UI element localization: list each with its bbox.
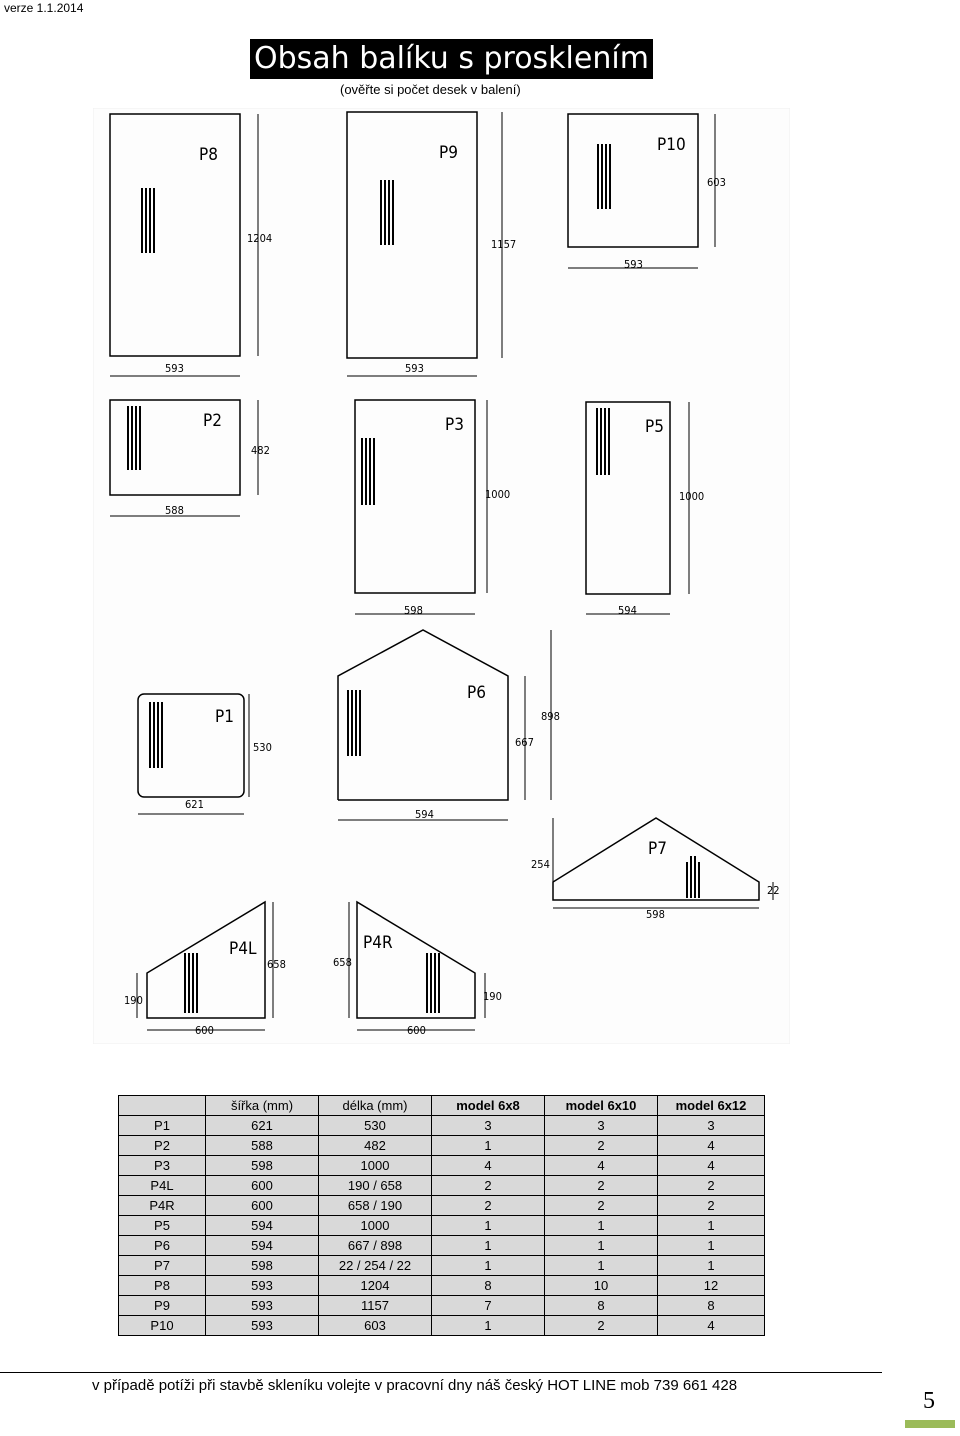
table-cell: 2 xyxy=(432,1176,545,1196)
table-cell: 2 xyxy=(658,1196,765,1216)
table-row xyxy=(119,1296,765,1316)
table-cell: 1 xyxy=(658,1236,765,1256)
table-cell: 1 xyxy=(545,1236,658,1256)
table-cell: 1157 xyxy=(319,1296,432,1316)
panel-p3-height: 1000 xyxy=(485,488,511,501)
table-cell: 1 xyxy=(658,1256,765,1276)
table-cell: P2 xyxy=(119,1136,206,1156)
parts-table-body xyxy=(119,1116,765,1336)
table-cell: 3 xyxy=(545,1116,658,1136)
table-row xyxy=(119,1236,765,1256)
table-cell: 600 xyxy=(206,1196,319,1216)
table-row xyxy=(119,1316,765,1336)
panel-p6-height: 898 xyxy=(541,710,560,723)
panel-p1-width: 621 xyxy=(185,798,204,811)
panel-p4l-label: P4L xyxy=(229,939,257,959)
table-cell: 1 xyxy=(432,1316,545,1336)
panel-p6-label: P6 xyxy=(467,683,486,703)
table-cell: 667 / 898 xyxy=(319,1236,432,1256)
panel-p10-label: P10 xyxy=(657,135,686,155)
panel-p4r-low: 190 xyxy=(483,990,502,1003)
table-cell: P4L xyxy=(119,1176,206,1196)
table-cell: P5 xyxy=(119,1216,206,1236)
table-cell: 593 xyxy=(206,1316,319,1336)
table-cell: 190 / 658 xyxy=(319,1176,432,1196)
panel-p3-label: P3 xyxy=(445,415,464,435)
table-cell: P4R xyxy=(119,1196,206,1216)
table-header: model 6x8 xyxy=(432,1096,545,1116)
table-header: model 6x12 xyxy=(658,1096,765,1116)
table-cell: 4 xyxy=(545,1156,658,1176)
table-cell: 658 / 190 xyxy=(319,1196,432,1216)
table-cell: 603 xyxy=(319,1316,432,1336)
table-cell: 2 xyxy=(658,1176,765,1196)
table-row xyxy=(119,1196,765,1216)
table-cell: 1 xyxy=(545,1216,658,1236)
footer-divider xyxy=(0,1372,882,1373)
table-cell: 8 xyxy=(545,1296,658,1316)
panel-p7-side: 22 xyxy=(767,884,780,897)
table-cell: 594 xyxy=(206,1236,319,1256)
table-cell: 588 xyxy=(206,1136,319,1156)
panel-p10-height: 603 xyxy=(707,176,726,189)
panel-p7-width: 598 xyxy=(646,908,665,921)
panel-drawing xyxy=(93,108,790,1044)
table-cell: 8 xyxy=(658,1296,765,1316)
page-number-bar xyxy=(905,1420,955,1428)
panel-p5-width: 594 xyxy=(618,604,637,617)
table-cell: 1 xyxy=(432,1236,545,1256)
table-row xyxy=(119,1176,765,1196)
table-cell: 2 xyxy=(432,1196,545,1216)
panel-p8-height: 1204 xyxy=(247,232,273,245)
panel-p8-width: 593 xyxy=(165,362,184,375)
table-row xyxy=(119,1136,765,1156)
table-cell: P3 xyxy=(119,1156,206,1176)
table-cell: 4 xyxy=(432,1156,545,1176)
table-header xyxy=(119,1096,206,1116)
panel-p1-height: 530 xyxy=(253,741,272,754)
table-cell: 7 xyxy=(432,1296,545,1316)
panel-p9-height: 1157 xyxy=(491,238,517,251)
table-header: model 6x10 xyxy=(545,1096,658,1116)
panel-p9-width: 593 xyxy=(405,362,424,375)
panel-p2-height: 482 xyxy=(251,444,270,457)
panel-p7-peak: 254 xyxy=(531,858,550,871)
table-row xyxy=(119,1276,765,1296)
table-cell: 621 xyxy=(206,1116,319,1136)
table-cell: 593 xyxy=(206,1276,319,1296)
panel-p7-label: P7 xyxy=(648,839,667,859)
panel-p6-width: 594 xyxy=(415,808,434,821)
table-cell: 12 xyxy=(658,1276,765,1296)
table-cell: 4 xyxy=(658,1156,765,1176)
table-cell: 3 xyxy=(432,1116,545,1136)
table-cell: 3 xyxy=(658,1116,765,1136)
table-cell: 598 xyxy=(206,1156,319,1176)
panel-p2-label: P2 xyxy=(203,411,222,431)
table-cell: 1 xyxy=(545,1256,658,1276)
table-cell: 530 xyxy=(319,1116,432,1136)
table-header: šířka (mm) xyxy=(206,1096,319,1116)
table-cell: 2 xyxy=(545,1316,658,1336)
table-cell: P7 xyxy=(119,1256,206,1276)
page-number: 5 xyxy=(923,1388,935,1414)
table-cell: P1 xyxy=(119,1116,206,1136)
table-cell: P6 xyxy=(119,1236,206,1256)
table-cell: P9 xyxy=(119,1296,206,1316)
table-header: délka (mm) xyxy=(319,1096,432,1116)
parts-table xyxy=(118,1095,765,1336)
table-cell: 1 xyxy=(658,1216,765,1236)
table-cell: 482 xyxy=(319,1136,432,1156)
table-cell: 8 xyxy=(432,1276,545,1296)
table-cell: 593 xyxy=(206,1296,319,1316)
table-row xyxy=(119,1116,765,1136)
page-subtitle: (ověřte si počet desek v balení) xyxy=(340,82,521,97)
table-row xyxy=(119,1156,765,1176)
panel-p5-height: 1000 xyxy=(679,490,705,503)
table-cell: 1 xyxy=(432,1216,545,1236)
table-header-row xyxy=(119,1096,765,1116)
table-cell: P10 xyxy=(119,1316,206,1336)
table-cell: 1204 xyxy=(319,1276,432,1296)
panel-p1-label: P1 xyxy=(215,707,234,727)
panel-p8-label: P8 xyxy=(199,145,218,165)
version-label: verze 1.1.2014 xyxy=(4,1,84,15)
table-cell: 598 xyxy=(206,1256,319,1276)
table-cell: 600 xyxy=(206,1176,319,1196)
panel-p4l-high: 658 xyxy=(267,958,286,971)
table-cell: 2 xyxy=(545,1136,658,1156)
panel-p4r-high: 658 xyxy=(333,956,352,969)
table-cell: 1 xyxy=(432,1256,545,1276)
panel-p4l-width: 600 xyxy=(195,1024,214,1037)
panel-p3-width: 598 xyxy=(404,604,423,617)
table-row xyxy=(119,1216,765,1236)
table-cell: 2 xyxy=(545,1196,658,1216)
table-cell: 22 / 254 / 22 xyxy=(319,1256,432,1276)
table-cell: 1000 xyxy=(319,1156,432,1176)
panel-p9-label: P9 xyxy=(439,143,458,163)
table-cell: 1000 xyxy=(319,1216,432,1236)
panel-p6-side: 667 xyxy=(515,736,534,749)
panel-p4l-low: 190 xyxy=(124,994,143,1007)
panel-p4r-label: P4R xyxy=(363,933,393,953)
table-cell: 4 xyxy=(658,1316,765,1336)
panel-p2-width: 588 xyxy=(165,504,184,517)
page-title: Obsah balíku s prosklením xyxy=(250,39,653,79)
table-cell: 1 xyxy=(432,1136,545,1156)
panel-p5-label: P5 xyxy=(645,417,664,437)
panel-p4r-width: 600 xyxy=(407,1024,426,1037)
table-cell: 10 xyxy=(545,1276,658,1296)
table-cell: 4 xyxy=(658,1136,765,1156)
table-cell: 2 xyxy=(545,1176,658,1196)
panel-p10-width: 593 xyxy=(624,258,643,271)
table-cell: P8 xyxy=(119,1276,206,1296)
table-row xyxy=(119,1256,765,1276)
table-cell: 594 xyxy=(206,1216,319,1236)
footer-hotline: v případě potíži při stavbě skleníku volejte v pracovní dny náš český HOT LINE mob 739 661 428 xyxy=(92,1377,738,1394)
